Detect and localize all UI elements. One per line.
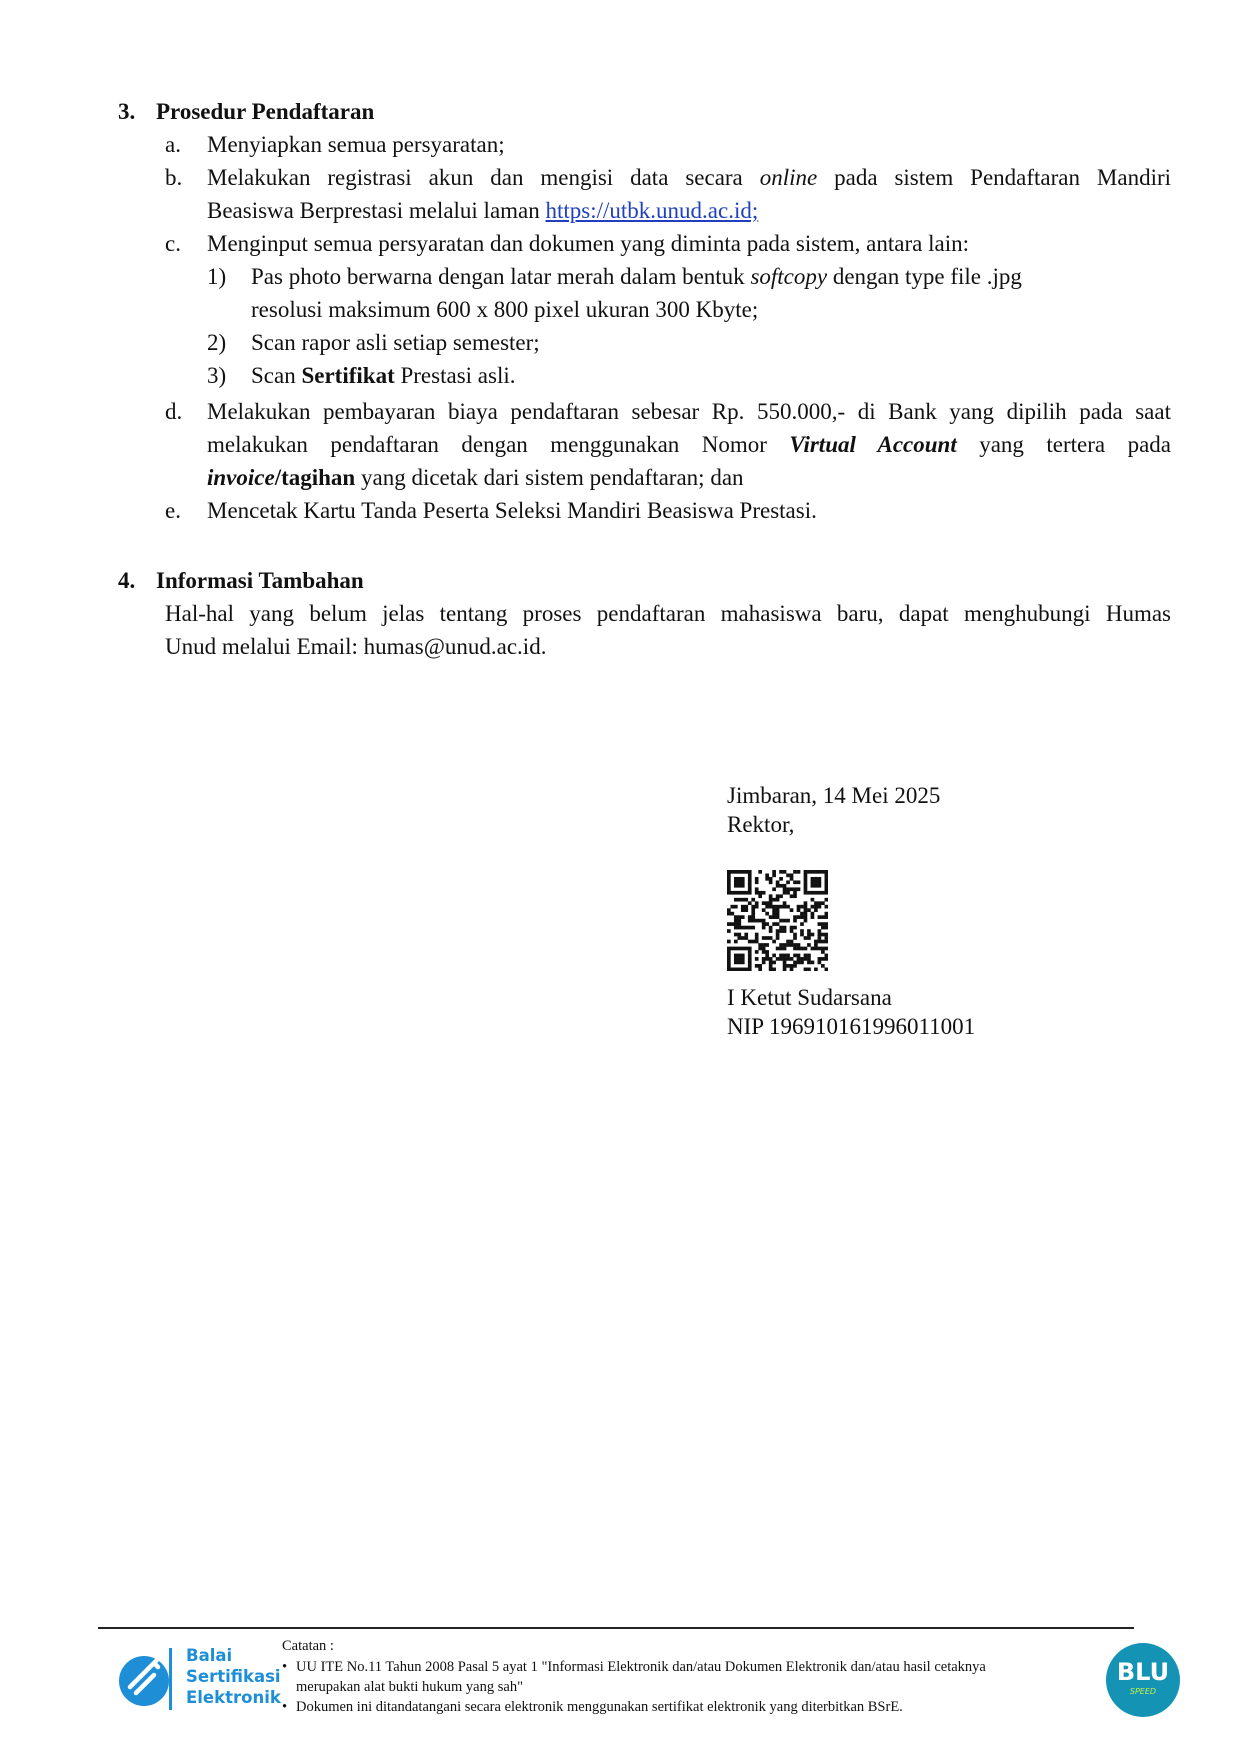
item-d-line3 [207, 461, 744, 494]
subitem-3-part1: Scan [251, 363, 296, 388]
subitem-1-line1 [251, 260, 1022, 293]
signer-nip: NIP 196910161996011001 [727, 1014, 976, 1039]
registration-link[interactable]: https://utbk.unud.ac.id; [545, 198, 759, 223]
item-a-text: Menyiapkan semua persyaratan; [207, 132, 505, 157]
item-d-line1: Melakukan pembayaran biaya pendaftaran sebesar Rp. 550.000,- di Bank yang dipilih pada saat [207, 399, 1171, 424]
blu-logo-text: BLU [1116, 1658, 1170, 1686]
item-c-marker: c. [165, 231, 181, 256]
qr-code-icon [727, 870, 828, 971]
item-c-text: Menginput semua persyaratan dan dokumen yang diminta pada sistem, antara lain: [207, 231, 969, 256]
item-b-line1 [207, 161, 1171, 194]
section-3-title: Prosedur Pendaftaran [156, 99, 375, 124]
bsre-logo-line-3: Elektronik [186, 1688, 281, 1707]
section-4-number: 4. [118, 568, 136, 593]
signature-role: Rektor, [727, 812, 795, 837]
subitem-1-part1: Pas photo berwarna dengan latar merah dalam bentuk [251, 264, 745, 289]
footer-divider [98, 1627, 1134, 1629]
bsre-logo-line-1: Balai [186, 1646, 233, 1665]
subitem-1-marker: 1) [207, 264, 227, 289]
footer-note-1-line1: • UU ITE No.11 Tahun 2008 Pasal 5 ayat 1 "Informasi Elektronik dan/atau Dokumen Elektronik dan/atau hasil cetaknya [282, 1659, 986, 1675]
bsre-logo-text [186, 1645, 281, 1708]
signature-place-date: Jimbaran, 14 Mei 2025 [727, 783, 941, 808]
item-b-line1-part1: Melakukan registrasi akun dan mengisi data secara [207, 165, 743, 190]
subitem-3-part2: Prestasi asli. [400, 363, 516, 388]
subitem-2-marker: 2) [207, 330, 227, 355]
item-b-line2 [207, 194, 758, 227]
section-4-line1: Hal-hal yang belum jelas tentang proses pendaftaran mahasiswa baru, dapat menghubungi Humas [165, 601, 1171, 626]
item-e-marker: e. [165, 498, 181, 523]
subitem-1-line2: resolusi maksimum 600 x 800 pixel ukuran 300 Kbyte; [251, 297, 759, 322]
item-e-text: Mencetak Kartu Tanda Peserta Seleksi Mandiri Beasiswa Prestasi. [207, 498, 817, 523]
footer-note-2-text: Dokumen ini ditandatangani secara elektronik menggunakan sertifikat elektronik yang diterbitkan BSrE. [296, 1699, 903, 1715]
item-b-line1-part2: pada sistem Pendaftaran Mandiri [834, 165, 1172, 190]
item-d-line2-part1: melakukan pendaftaran dengan menggunakan Nomor [207, 432, 767, 457]
section-3-number: 3. [118, 99, 136, 124]
bsre-logo-icon [116, 1643, 176, 1713]
item-d-line3-part: yang dicetak dari sistem pendaftaran; dan [360, 465, 744, 490]
item-b-marker: b. [165, 165, 183, 190]
bsre-logo-line-2: Sertifikasi [186, 1667, 281, 1686]
section-4-title: Informasi Tambahan [156, 568, 364, 593]
footer-note-title: Catatan : [282, 1638, 334, 1654]
footer-note-1-text: UU ITE No.11 Tahun 2008 Pasal 5 ayat 1 "Informasi Elektronik dan/atau Dokumen Elektronik dan/atau hasil cetaknya [296, 1659, 986, 1675]
item-d-marker: d. [165, 399, 183, 424]
section-4-line2: Unud melalui Email: humas@unud.ac.id. [165, 634, 547, 659]
subitem-1-part2: dengan type file .jpg [832, 264, 1022, 289]
item-d-line2-part2: yang tertera pada [979, 432, 1171, 457]
item-b-online-italic: online [759, 165, 818, 190]
item-d-invoice: invoice [207, 465, 275, 490]
subitem-3-bold: Sertifikat [301, 363, 395, 388]
subitem-3-marker: 3) [207, 363, 227, 388]
item-b-line2-text: Beasiswa Berprestasi melalui laman [207, 198, 540, 223]
subitem-2-text: Scan rapor asli setiap semester; [251, 330, 540, 355]
blu-speed-logo-icon [1106, 1643, 1180, 1717]
footer-note-1-line2: merupakan alat bukti hukum yang sah" [296, 1679, 523, 1695]
item-d-virtual-account: Virtual Account [789, 432, 957, 457]
item-a-marker: a. [165, 132, 181, 157]
signer-name: I Ketut Sudarsana [727, 985, 892, 1010]
item-d-line2 [207, 428, 1171, 461]
blu-logo-subtext: SPEED [1129, 1687, 1157, 1696]
footer-note-2: • Dokumen ini ditandatangani secara elektronik menggunakan sertifikat elektronik yang diterbitkan BSrE. [282, 1699, 903, 1715]
subitem-3-text [251, 359, 515, 392]
subitem-1-softcopy-italic: softcopy [750, 264, 828, 289]
item-d-tagihan: /tagihan [274, 465, 356, 490]
